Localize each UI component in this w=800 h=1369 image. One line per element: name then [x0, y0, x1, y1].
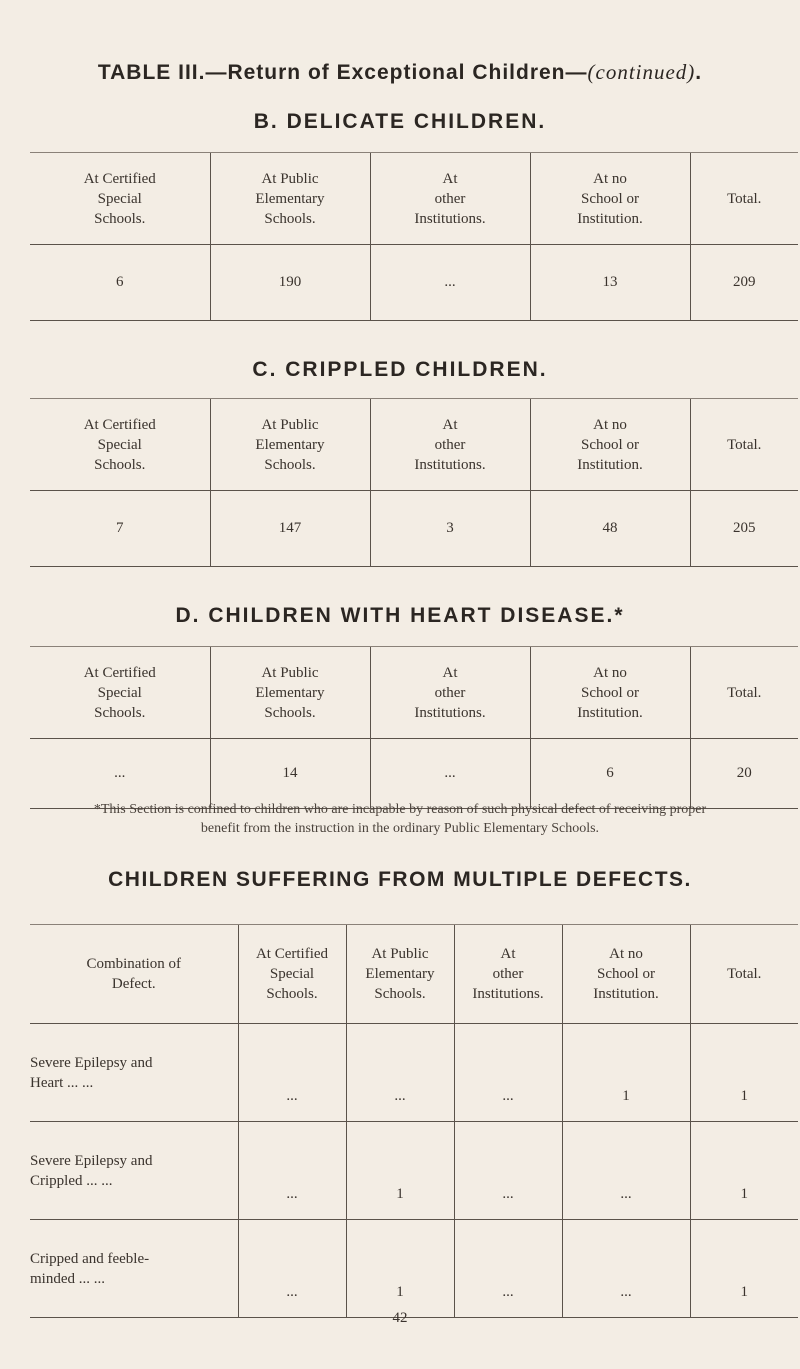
- cell-other: 3: [370, 491, 530, 567]
- header-public: At Public Elementary Schools.: [210, 153, 370, 245]
- cell-certified: 6: [30, 245, 210, 321]
- header-certified: At Certified Special Schools.: [238, 925, 346, 1024]
- header-certified: At Certified Special Schools.: [30, 647, 210, 739]
- cell-certified: 7: [30, 491, 210, 567]
- cell-public: ...: [346, 1024, 454, 1122]
- multiple-defects-table: [30, 924, 798, 1318]
- header-public: At Public Elementary Schools.: [346, 925, 454, 1024]
- document-title: TABLE III.—Return of Exceptional Children—(continued).: [97, 60, 703, 84]
- cell-combination: Severe Epilepsy and Heart ... ...: [30, 1024, 238, 1122]
- cell-no-school: ...: [562, 1122, 690, 1220]
- cell-public: 190: [210, 245, 370, 321]
- header-no-school: At no School or Institution.: [562, 925, 690, 1024]
- cell-other: ...: [370, 245, 530, 321]
- header-row: [30, 153, 798, 245]
- header-no-school: At no School or Institution.: [530, 153, 690, 245]
- header-other: At other Institutions.: [370, 399, 530, 491]
- cell-no-school: 48: [530, 491, 690, 567]
- cell-combination: Cripped and feeble- minded ... ...: [30, 1220, 238, 1318]
- cell-certified: ...: [238, 1024, 346, 1122]
- table-row: [30, 1122, 798, 1220]
- header-no-school: At no School or Institution.: [530, 647, 690, 739]
- header-total: Total.: [690, 647, 798, 739]
- cell-other: ...: [454, 1024, 562, 1122]
- header-total: Total.: [690, 153, 798, 245]
- cell-total: 1: [690, 1122, 798, 1220]
- cell-no-school: 6: [530, 739, 690, 809]
- cell-total: 205: [690, 491, 798, 567]
- header-other: At other Institutions.: [370, 647, 530, 739]
- cell-no-school: 1: [562, 1024, 690, 1122]
- cell-no-school: 13: [530, 245, 690, 321]
- multiple-defects-heading: CHILDREN SUFFERING FROM MULTIPLE DEFECTS.: [108, 868, 692, 891]
- header-other: At other Institutions.: [370, 153, 530, 245]
- section-heading-crippled: C. CRIPPLED CHILDREN.: [252, 358, 548, 381]
- cell-other: ...: [454, 1122, 562, 1220]
- cell-no-school: ...: [562, 1220, 690, 1318]
- header-other: At other Institutions.: [454, 925, 562, 1024]
- header-row: [30, 399, 798, 491]
- header-total: Total.: [690, 399, 798, 491]
- cell-total: 1: [690, 1024, 798, 1122]
- section-heading-heart-disease: D. CHILDREN WITH HEART DISEASE.*: [175, 604, 625, 627]
- table-row: [30, 1220, 798, 1318]
- heart-disease-table: [30, 646, 798, 809]
- cell-combination: Severe Epilepsy and Crippled ... ...: [30, 1122, 238, 1220]
- cell-other: ...: [370, 739, 530, 809]
- cell-certified: ...: [238, 1220, 346, 1318]
- header-no-school: At no School or Institution.: [530, 399, 690, 491]
- header-row: [30, 925, 798, 1024]
- section-heading-delicate: B. DELICATE CHILDREN.: [253, 110, 547, 133]
- cell-total: 20: [690, 739, 798, 809]
- cell-certified: ...: [30, 739, 210, 809]
- title-continued: (continued): [587, 60, 696, 84]
- header-public: At Public Elementary Schools.: [210, 399, 370, 491]
- cell-other: ...: [454, 1220, 562, 1318]
- header-combination: Combination of Defect.: [30, 925, 238, 1024]
- table-row: [30, 245, 798, 321]
- cell-total: 1: [690, 1220, 798, 1318]
- title-text: TABLE III.—Return of Exceptional Children—: [97, 61, 588, 84]
- cell-public: 14: [210, 739, 370, 809]
- header-total: Total.: [690, 925, 798, 1024]
- table-row: [30, 739, 798, 809]
- delicate-children-table: [30, 152, 798, 321]
- table-row: [30, 491, 798, 567]
- cell-certified: ...: [238, 1122, 346, 1220]
- table-row: [30, 1024, 798, 1122]
- header-certified: At Certified Special Schools.: [30, 153, 210, 245]
- header-certified: At Certified Special Schools.: [30, 399, 210, 491]
- cell-public: 1: [346, 1122, 454, 1220]
- crippled-children-table: [30, 398, 798, 567]
- footnote: *This Section is confined to children who are incapable by reason of such physical defect of receiving proper benefit from the instruction in the ordinary Public Elementary Schools.: [93, 802, 707, 836]
- page-number: 42: [392, 1310, 408, 1326]
- cell-total: 209: [690, 245, 798, 321]
- cell-public: 147: [210, 491, 370, 567]
- header-public: At Public Elementary Schools.: [210, 647, 370, 739]
- cell-public: 1: [346, 1220, 454, 1318]
- header-row: [30, 647, 798, 739]
